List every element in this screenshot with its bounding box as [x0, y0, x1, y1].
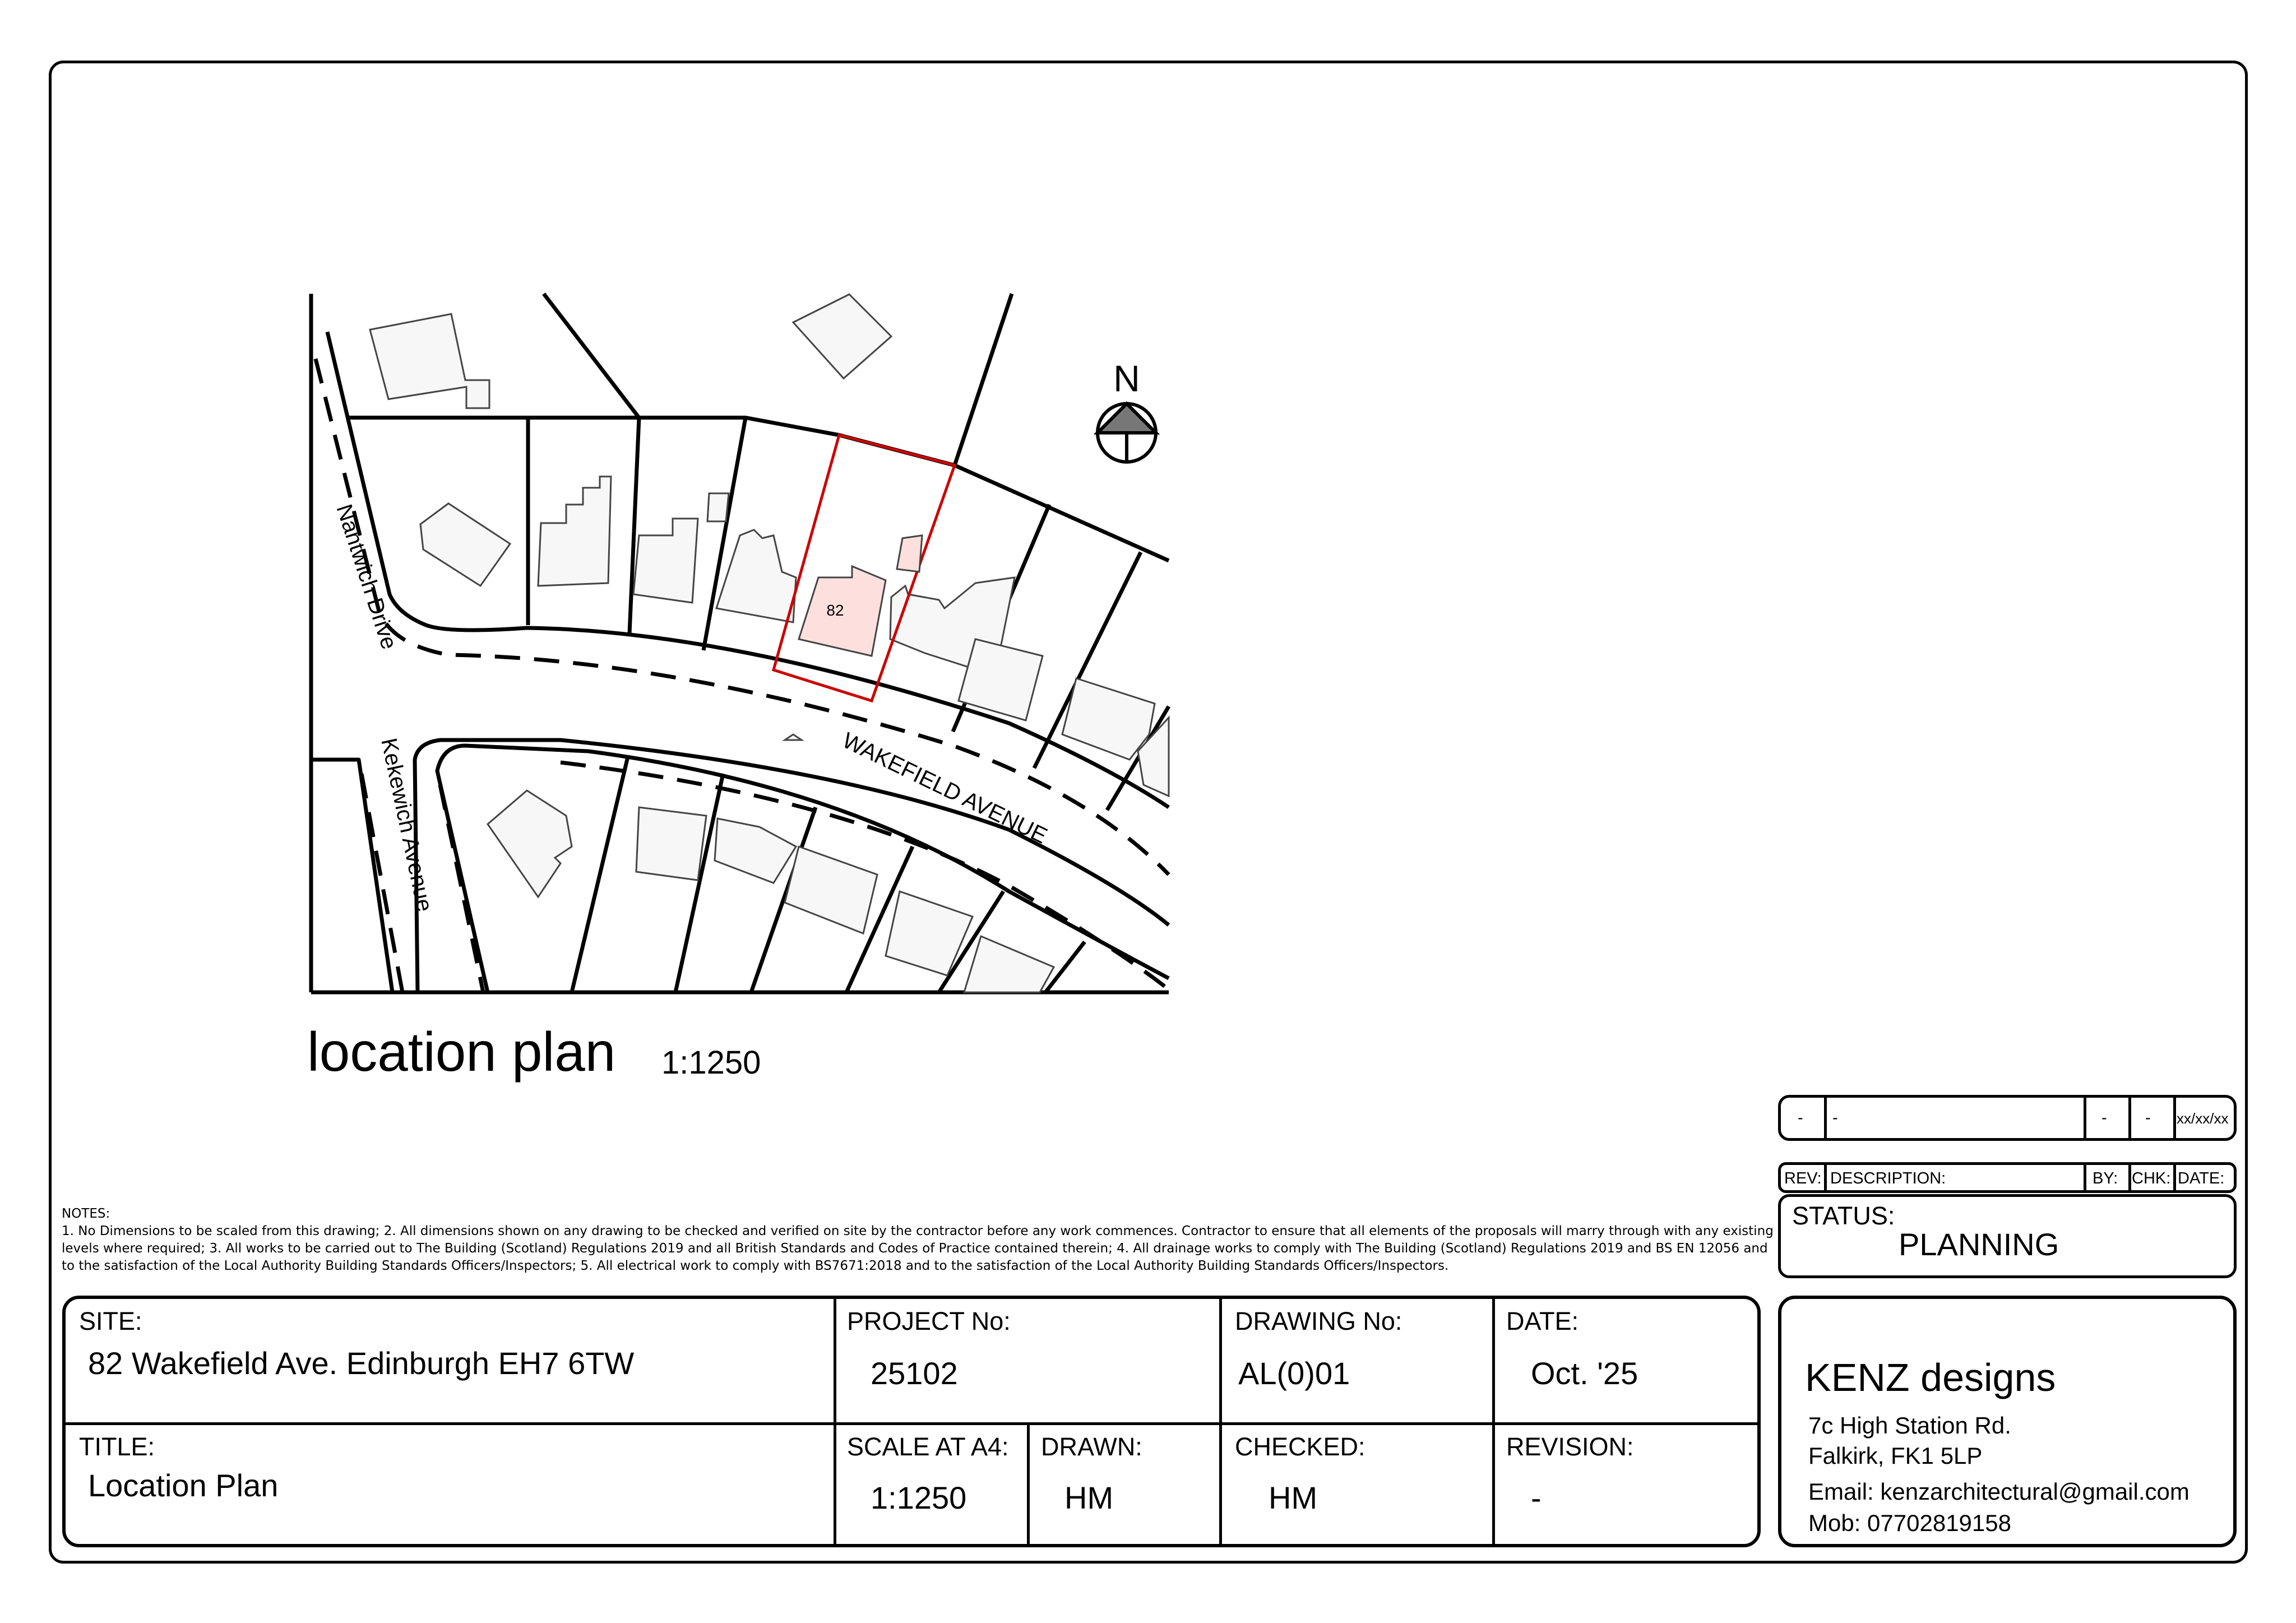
title-label: TITLE: — [79, 1432, 155, 1461]
revision-label: REVISION: — [1506, 1432, 1634, 1461]
date-value: Oct. '25 — [1531, 1356, 1638, 1391]
scale-label: SCALE AT A4: — [847, 1432, 1009, 1461]
status-label: STATUS: — [1792, 1201, 1895, 1230]
kekewich-west-curb — [311, 760, 392, 992]
drawn-value: HM — [1064, 1480, 1114, 1515]
building — [538, 477, 611, 586]
plan-scale: 1:1250 — [661, 1044, 761, 1081]
building — [633, 519, 698, 603]
rev-header-chk: CHK: — [2132, 1169, 2171, 1187]
company-address-line2: Falkirk, FK1 5LP — [1808, 1442, 1983, 1469]
building — [785, 734, 802, 740]
street-label-kekewich: Kekewich Avenue — [376, 736, 437, 914]
company-mobile: Mob: 07702819158 — [1808, 1510, 2011, 1536]
status-box — [1778, 1194, 2237, 1278]
plan-title: location plan — [307, 1021, 616, 1083]
street-label-nantwich: Nantwich Drive — [331, 501, 402, 653]
drawing-no-label: DRAWING No: — [1235, 1307, 1402, 1335]
site-outbuilding — [897, 535, 922, 572]
date-label: DATE: — [1506, 1307, 1579, 1335]
company-block — [1778, 1296, 2237, 1547]
drawn-label: DRAWN: — [1041, 1432, 1142, 1461]
revision-row — [1778, 1095, 2237, 1141]
project-no-label: PROJECT No: — [847, 1307, 1011, 1335]
building — [793, 294, 891, 378]
rev-header-by: BY: — [2093, 1169, 2118, 1187]
rev-chk: - — [2145, 1109, 2151, 1127]
rev-value: - — [1798, 1109, 1803, 1127]
status-value: PLANNING — [1899, 1227, 2059, 1262]
project-no-value: 25102 — [871, 1356, 958, 1391]
revision-value: - — [1531, 1480, 1542, 1515]
checked-label: CHECKED: — [1235, 1432, 1365, 1461]
building — [636, 807, 706, 880]
building — [964, 936, 1054, 992]
notes-heading: NOTES: — [62, 1206, 110, 1221]
checked-value: HM — [1269, 1480, 1318, 1515]
company-name: KENZ designs — [1805, 1356, 2056, 1399]
street-label-wakefield: WAKEFIELD AVENUE — [839, 728, 1051, 849]
building — [707, 493, 729, 521]
building — [785, 847, 877, 933]
scale-value: 1:1250 — [871, 1480, 967, 1515]
building — [488, 790, 572, 897]
site-value: 82 Wakefield Ave. Edinburgh EH7 6TW — [88, 1345, 635, 1381]
north-arrow — [1098, 404, 1156, 462]
rev-header-rev: REV: — [1784, 1169, 1822, 1187]
rev-by: - — [2101, 1109, 2107, 1127]
notes — [62, 1205, 1777, 1275]
title-block — [62, 1296, 1761, 1547]
building — [420, 503, 510, 586]
building — [370, 314, 489, 408]
site-boundary — [774, 435, 955, 701]
rev-header-description: DESCRIPTION: — [1830, 1169, 1946, 1187]
drawing-no-value: AL(0)01 — [1238, 1356, 1350, 1391]
revision-header — [1778, 1162, 2237, 1193]
company-address-line1: 7c High Station Rd. — [1808, 1412, 2011, 1439]
company-email: Email: kenzarchitectural@gmail.com — [1808, 1478, 2189, 1505]
site-label: SITE: — [79, 1307, 142, 1335]
rev-date: xx/xx/xx — [2177, 1110, 2229, 1127]
notes-text: 1. No Dimensions to be scaled from this drawing; 2. All dimensions shown on any drawing to be checked and verified on site by the contractor before any work commences. Contractor to ensure that all elements of the proposals will marry through with any existing levels where required; 3. All works to be carried out to The Building (Scotland) Regulations 2019 and all British Standards and Codes of Practice contained therein; 4. All drainage works to comply with The Building (Scotland) Regulations 2019 and BS EN 12056 and to the satisfaction of the Local Authority Building Standards Officers/Inspectors; 5. All electrical work to comply with BS7671:2018 and to the satisfaction of the Local Authority Building Standards Officers/Inspectors. — [62, 1224, 1774, 1273]
rev-description: - — [1832, 1109, 1838, 1127]
north-label: N — [1113, 358, 1140, 399]
building — [715, 819, 796, 883]
building — [716, 530, 796, 622]
rev-header-date: DATE: — [2178, 1169, 2225, 1187]
plot-number-label: 82 — [826, 602, 844, 619]
title-value: Location Plan — [88, 1468, 279, 1503]
